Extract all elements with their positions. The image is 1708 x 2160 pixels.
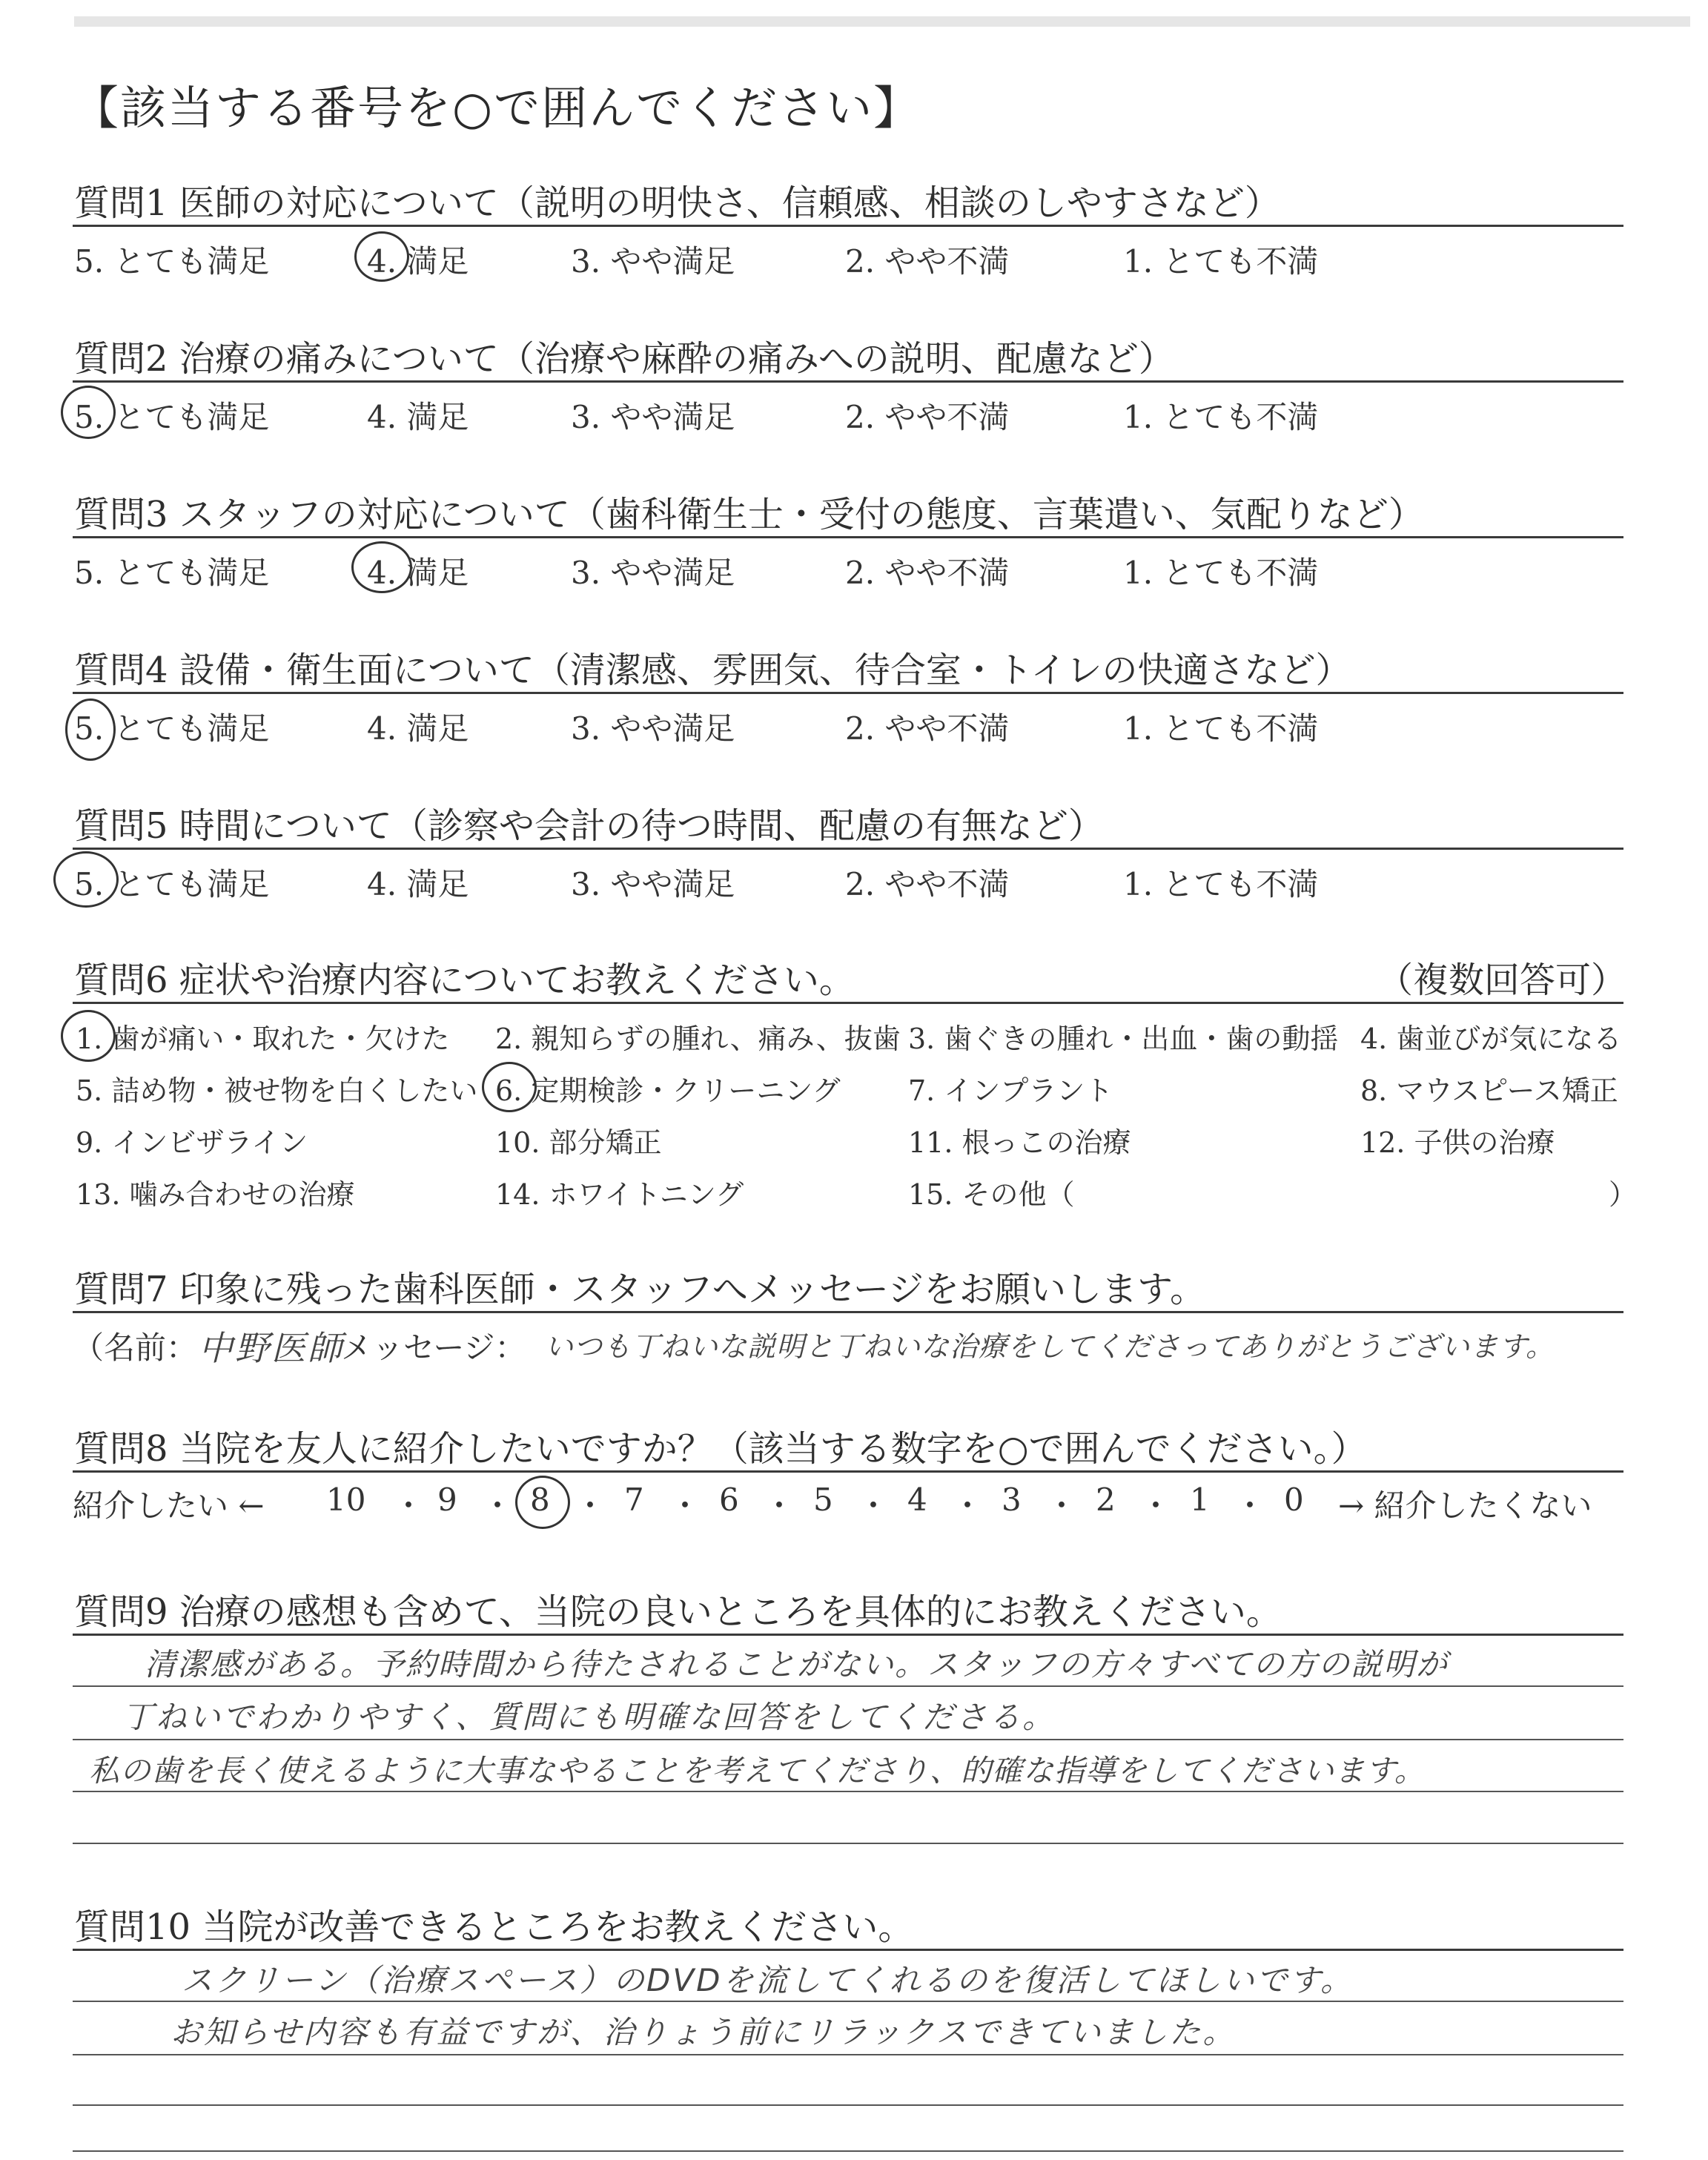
q8-dot-7: ・ bbox=[952, 1487, 984, 1524]
q2-option-4[interactable]: 4. 満足 bbox=[367, 399, 469, 435]
q10-answer-line-1[interactable]: スクリーン（治療スペース）のDVDを流してくれるのを復活してほしいです。 bbox=[182, 1962, 1354, 1998]
q9-answer-line-3[interactable]: 私の歯を長く使えるように大事なやることを考えてくださり、的確な指導をしてくださいます。 bbox=[89, 1753, 1426, 1789]
q5-option-1[interactable]: 1. とても不満 bbox=[1123, 866, 1319, 902]
q8-dot-6: ・ bbox=[858, 1487, 890, 1524]
q5-option-2[interactable]: 2. やや不満 bbox=[845, 866, 1010, 902]
q6-option-14[interactable]: 14. ホワイトニング bbox=[495, 1178, 744, 1211]
q9-answer-line-1[interactable]: 清潔感がある。予約時間から待たされることがない。スタッフの方々すべての方の説明が bbox=[145, 1646, 1449, 1682]
q8-dot-4: ・ bbox=[669, 1487, 701, 1524]
q6-option-13[interactable]: 13. 噛み合わせの治療 bbox=[76, 1178, 355, 1211]
q1-option-1[interactable]: 1. とても不満 bbox=[1123, 243, 1319, 280]
question-4-rule bbox=[73, 692, 1623, 694]
q4-option-1[interactable]: 1. とても不満 bbox=[1123, 710, 1319, 747]
q6-option-11[interactable]: 11. 根っこの治療 bbox=[908, 1126, 1131, 1159]
q10-writing-line-3 bbox=[73, 2104, 1623, 2106]
q8-score-4[interactable]: 4 bbox=[907, 1482, 927, 1518]
q10-writing-line-4 bbox=[73, 2150, 1623, 2152]
q6-option-10[interactable]: 10. 部分矯正 bbox=[495, 1126, 662, 1159]
q1-option-4[interactable]: 4. 満足 bbox=[367, 243, 469, 280]
q8-dot-2: ・ bbox=[482, 1487, 514, 1524]
form-title: 【該当する番号を○で囲んでください】 bbox=[73, 81, 921, 135]
q1-option-5[interactable]: 5. とても満足 bbox=[74, 243, 270, 280]
question-3-rule bbox=[73, 536, 1623, 538]
question-7-label: 質問7 印象に残った歯科医師・スタッフへメッセージをお願いします。 bbox=[74, 1269, 1206, 1310]
q5-option-3[interactable]: 3. やや満足 bbox=[571, 866, 735, 902]
q8-score-1[interactable]: 1 bbox=[1190, 1482, 1210, 1518]
q8-score-9[interactable]: 9 bbox=[437, 1482, 457, 1518]
q1-option-3[interactable]: 3. やや満足 bbox=[571, 243, 735, 280]
question-6-rule bbox=[73, 1002, 1623, 1004]
q2-option-2[interactable]: 2. やや不満 bbox=[845, 399, 1010, 435]
q8-score-5[interactable]: 5 bbox=[813, 1482, 833, 1518]
q9-writing-line-4 bbox=[73, 1843, 1623, 1844]
q8-score-2[interactable]: 2 bbox=[1096, 1482, 1116, 1518]
question-8-rule bbox=[73, 1470, 1623, 1473]
q6-option-9[interactable]: 9. インビザライン bbox=[76, 1126, 308, 1159]
q8-left-label: 紹介したい ← bbox=[73, 1487, 265, 1524]
q5-option-4[interactable]: 4. 満足 bbox=[367, 866, 469, 902]
q8-dot-1: ・ bbox=[393, 1487, 425, 1524]
q8-score-8[interactable]: 8 bbox=[530, 1482, 550, 1518]
q8-dot-9: ・ bbox=[1140, 1487, 1172, 1524]
question-6-label: 質問6 症状や治療内容についてお教えください。 bbox=[74, 960, 855, 1001]
q7-name-handwritten[interactable]: 中野医師 bbox=[199, 1328, 344, 1368]
question-5-rule bbox=[73, 848, 1623, 850]
q8-right-label: → 紹介したくない bbox=[1338, 1487, 1592, 1524]
q8-dot-3: ・ bbox=[575, 1487, 606, 1524]
question-9-label: 質問9 治療の感想も含めて、当院の良いところを具体的にお教えください。 bbox=[74, 1591, 1282, 1633]
q8-score-6[interactable]: 6 bbox=[719, 1482, 739, 1518]
question-7-rule bbox=[73, 1311, 1623, 1313]
q9-writing-line-3 bbox=[73, 1791, 1623, 1792]
q3-option-3[interactable]: 3. やや満足 bbox=[571, 555, 735, 591]
q4-option-4[interactable]: 4. 満足 bbox=[367, 710, 469, 747]
q6-option-15[interactable]: 15. その他（ bbox=[908, 1178, 1075, 1211]
q6-option-4[interactable]: 4. 歯並びが気になる bbox=[1360, 1023, 1622, 1055]
q10-answer-line-2[interactable]: お知らせ内容も有益ですが、治りょう前にリラックスできていました。 bbox=[171, 2014, 1237, 2050]
question-2-label: 質問2 治療の痛みについて（治療や麻酔の痛みへの説明、配慮など） bbox=[74, 338, 1174, 380]
q3-option-2[interactable]: 2. やや不満 bbox=[845, 555, 1010, 591]
q2-option-3[interactable]: 3. やや満足 bbox=[571, 399, 735, 435]
q6-option-7[interactable]: 7. インプラント bbox=[908, 1074, 1113, 1107]
q3-option-5[interactable]: 5. とても満足 bbox=[74, 555, 270, 591]
q9-writing-line-2 bbox=[73, 1739, 1623, 1740]
question-1-rule bbox=[73, 225, 1623, 227]
q8-score-7[interactable]: 7 bbox=[624, 1482, 644, 1518]
q6-option-6[interactable]: 6. 定期検診・クリーニング bbox=[495, 1074, 841, 1107]
q1-option-2[interactable]: 2. やや不満 bbox=[845, 243, 1010, 280]
q8-dot-5: ・ bbox=[764, 1487, 795, 1524]
q8-dot-10: ・ bbox=[1234, 1487, 1266, 1524]
q8-score-3[interactable]: 3 bbox=[1002, 1482, 1022, 1518]
q4-option-3[interactable]: 3. やや満足 bbox=[571, 710, 735, 747]
question-1-label: 質問1 医師の対応について（説明の明快さ、信頼感、相談のしやすさなど） bbox=[74, 182, 1280, 224]
multiple-answers-note: （複数回答可） bbox=[1377, 960, 1626, 1001]
q8-dot-8: ・ bbox=[1046, 1487, 1078, 1524]
q2-option-5[interactable]: 5. とても満足 bbox=[74, 399, 270, 435]
q8-score-10[interactable]: 10 bbox=[326, 1482, 366, 1518]
q6-option-1[interactable]: 1. 歯が痛い・取れた・欠けた bbox=[76, 1023, 450, 1055]
q4-option-2[interactable]: 2. やや不満 bbox=[845, 710, 1010, 747]
q9-writing-line-1 bbox=[73, 1685, 1623, 1687]
q8-score-0[interactable]: 0 bbox=[1284, 1482, 1304, 1518]
q3-option-4[interactable]: 4. 満足 bbox=[367, 555, 469, 591]
q4-option-5[interactable]: 5. とても満足 bbox=[74, 710, 270, 747]
question-5-label: 質問5 時間について（診察や会計の待つ時間、配慮の有無など） bbox=[74, 805, 1104, 847]
q6-other-close-paren: ） bbox=[1609, 1178, 1638, 1211]
question-8-label: 質問8 当院を友人に紹介したいですか？（該当する数字を○で囲んでください。） bbox=[74, 1428, 1367, 1470]
question-10-label: 質問10 当院が改善できるところをお教えください。 bbox=[74, 1906, 914, 1948]
q10-writing-line-2 bbox=[73, 2054, 1623, 2055]
q10-writing-line-1 bbox=[73, 2001, 1623, 2002]
q9-answer-line-2[interactable]: 丁ねいでわかりやすく、質問にも明確な回答をしてくださる。 bbox=[122, 1699, 1056, 1735]
q6-option-2[interactable]: 2. 親知らずの腫れ、痛み、抜歯 bbox=[495, 1023, 901, 1055]
q6-option-5[interactable]: 5. 詰め物・被せ物を白くしたい bbox=[76, 1074, 478, 1107]
q6-option-3[interactable]: 3. 歯ぐきの腫れ・出血・歯の動揺 bbox=[908, 1023, 1339, 1055]
question-2-rule bbox=[73, 380, 1623, 383]
question-10-rule bbox=[73, 1949, 1623, 1951]
q6-option-8[interactable]: 8. マウスピース矯正 bbox=[1360, 1074, 1618, 1107]
q7-name-prefix: （名前： bbox=[73, 1330, 198, 1366]
question-3-label: 質問3 スタッフの対応について（歯科衛生士・受付の態度、言葉遣い、気配りなど） bbox=[74, 494, 1424, 535]
q7-message-prefix: メッセージ： bbox=[341, 1330, 526, 1366]
question-9-rule bbox=[73, 1634, 1623, 1636]
top-edge-bar bbox=[74, 16, 1690, 27]
q7-message-handwritten[interactable]: いつも丁ねいな説明と丁ねいな治療をしてくださってありがとうございます。 bbox=[545, 1330, 1555, 1363]
q5-option-5[interactable]: 5. とても満足 bbox=[74, 866, 270, 902]
q3-option-1[interactable]: 1. とても不満 bbox=[1123, 555, 1319, 591]
q6-option-12[interactable]: 12. 子供の治療 bbox=[1360, 1126, 1555, 1159]
q2-option-1[interactable]: 1. とても不満 bbox=[1123, 399, 1319, 435]
question-4-label: 質問4 設備・衛生面について（清潔感、雰囲気、待合室・トイレの快適さなど） bbox=[74, 650, 1351, 691]
